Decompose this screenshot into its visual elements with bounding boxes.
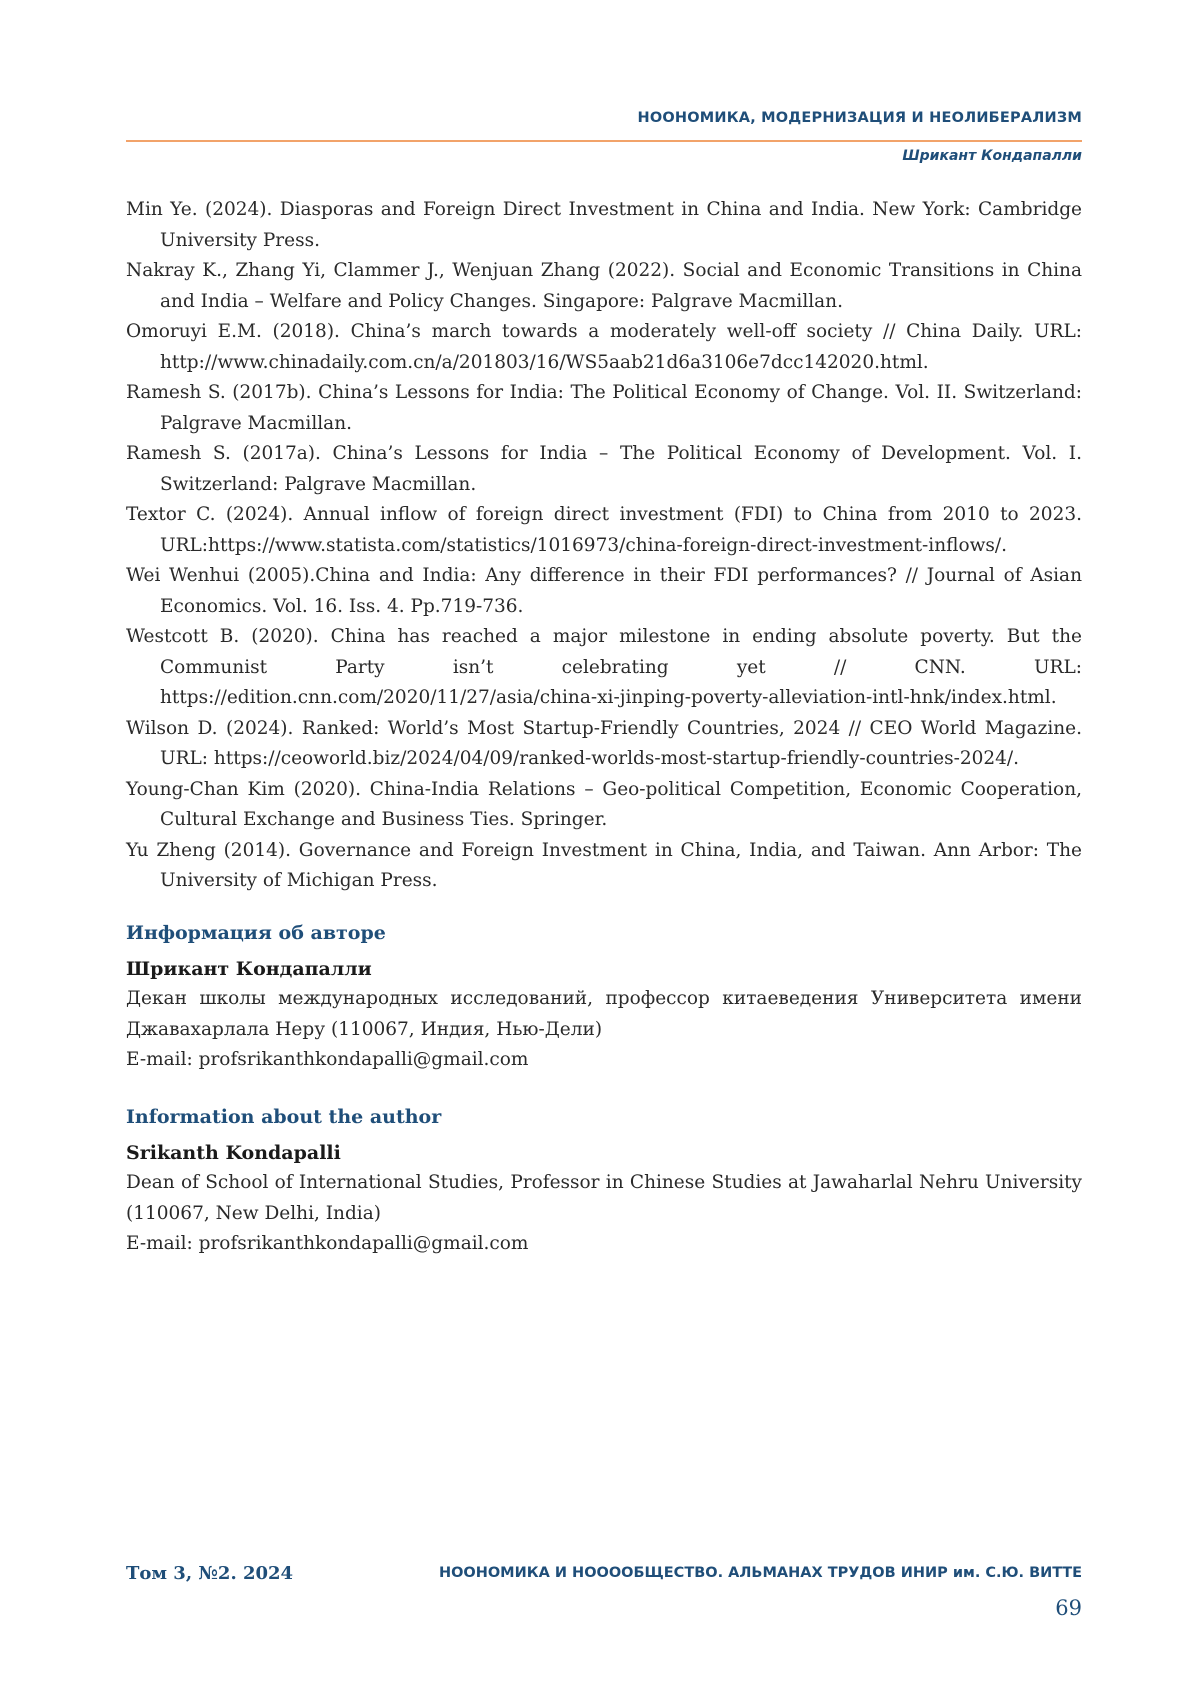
reference-item[interactable]: Omoruyi E.M. (2018). China’s march towards a moderately well-off society // China Daily. URL: http://www.chinadaily.com.cn/a/201803/16/WS5aab21d6a3106e7dcc142020.html.	[126, 321, 1082, 373]
author-name: Srikanth Kondapalli	[126, 1142, 341, 1164]
reference-item: Yu Zheng (2014). Governance and Foreign Investment in China, India, and Taiwan. Ann Arbor: The University of Michigan Press.	[126, 839, 1082, 891]
reference-item[interactable]: Westcott B. (2020). China has reached a major milestone in ending absolute poverty. But the Communist Party isn’t celebrating yet // CNN. URL: https://edition.cnn.com/2020/11/27/asia/china-xi-jinping-poverty-alleviation-intl-hnk/index.html.	[126, 626, 1082, 708]
reference-item[interactable]: Wilson D. (2024). Ranked: World’s Most Startup-Friendly Countries, 2024 // CEO World Magazine. URL: https://ceoworld.biz/2024/04/09/ranked-worlds-most-startup-friendly-countries-2024/.	[126, 717, 1082, 769]
reference-item[interactable]: Textor C. (2024). Annual inflow of foreign direct investment (FDI) to China from 2010 to 2023. URL:https://www.statista.com/statistics/1016973/china-foreign-direct-investment-inflows/.	[126, 504, 1082, 556]
author-email[interactable]: E-mail: profsrikanthkondapalli@gmail.com	[126, 1049, 529, 1070]
author-description: Dean of School of International Studies, Professor in Chinese Studies at Jawaharlal Nehru University (110067, New Delhi, India)	[126, 1172, 1082, 1224]
author-email[interactable]: E-mail: profsrikanthkondapalli@gmail.com	[126, 1233, 529, 1254]
reference-list	[126, 195, 1082, 897]
author-description: Декан школы международных исследований, профессор китаеведения Университета имени Джавахарлала Неру (110067, Индия, Нью-Дели)	[126, 988, 1082, 1040]
page-number: 69	[1055, 1596, 1082, 1620]
reference-item: Wei Wenhui (2005).China and India: Any difference in their FDI performances? // Journal of Asian Economics. Vol. 16. Iss. 4. Pp.719-736.	[126, 565, 1082, 617]
author-info-en	[126, 1102, 1082, 1260]
reference-item: Nakray K., Zhang Yi, Clammer J., Wenjuan Zhang (2022). Social and Economic Transitions in China and India – Welfare and Policy Changes. Singapore: Palgrave Macmillan.	[126, 260, 1082, 312]
footer-issue: Том 3, №2. 2024	[126, 1563, 294, 1584]
running-header-author: Шрикант Кондапалли	[902, 148, 1082, 164]
section-heading: Информация об авторе	[126, 922, 386, 944]
section-heading: Information about the author	[126, 1106, 442, 1128]
reference-item: Young-Chan Kim (2020). China-India Relations – Geo-political Competition, Economic Cooperation, Cultural Exchange and Business Ties. Springer.	[126, 778, 1082, 830]
reference-item: Ramesh S. (2017a). China’s Lessons for India – The Political Economy of Development. Vol. I. Switzerland: Palgrave Macmillan.	[126, 443, 1082, 495]
header-rule	[126, 140, 1082, 142]
reference-item: Ramesh S. (2017b). China’s Lessons for India: The Political Economy of Change. Vol. II. Switzerland: Palgrave Macmillan.	[126, 382, 1082, 434]
running-header-title: НООНОМИКА, МОДЕРНИЗАЦИЯ И НЕОЛИБЕРАЛИЗМ	[637, 110, 1082, 126]
reference-item: Min Ye. (2024). Diasporas and Foreign Direct Investment in China and India. New York: Cambridge University Press.	[126, 199, 1082, 251]
author-info-ru	[126, 918, 1082, 1076]
footer-journal-title: НООНОМИКА И НООООБЩЕСТВО. АЛЬМАНАХ ТРУДОВ ИНИР им. С.Ю. ВИТТЕ	[438, 1565, 1082, 1581]
author-name: Шрикант Кондапалли	[126, 958, 372, 980]
